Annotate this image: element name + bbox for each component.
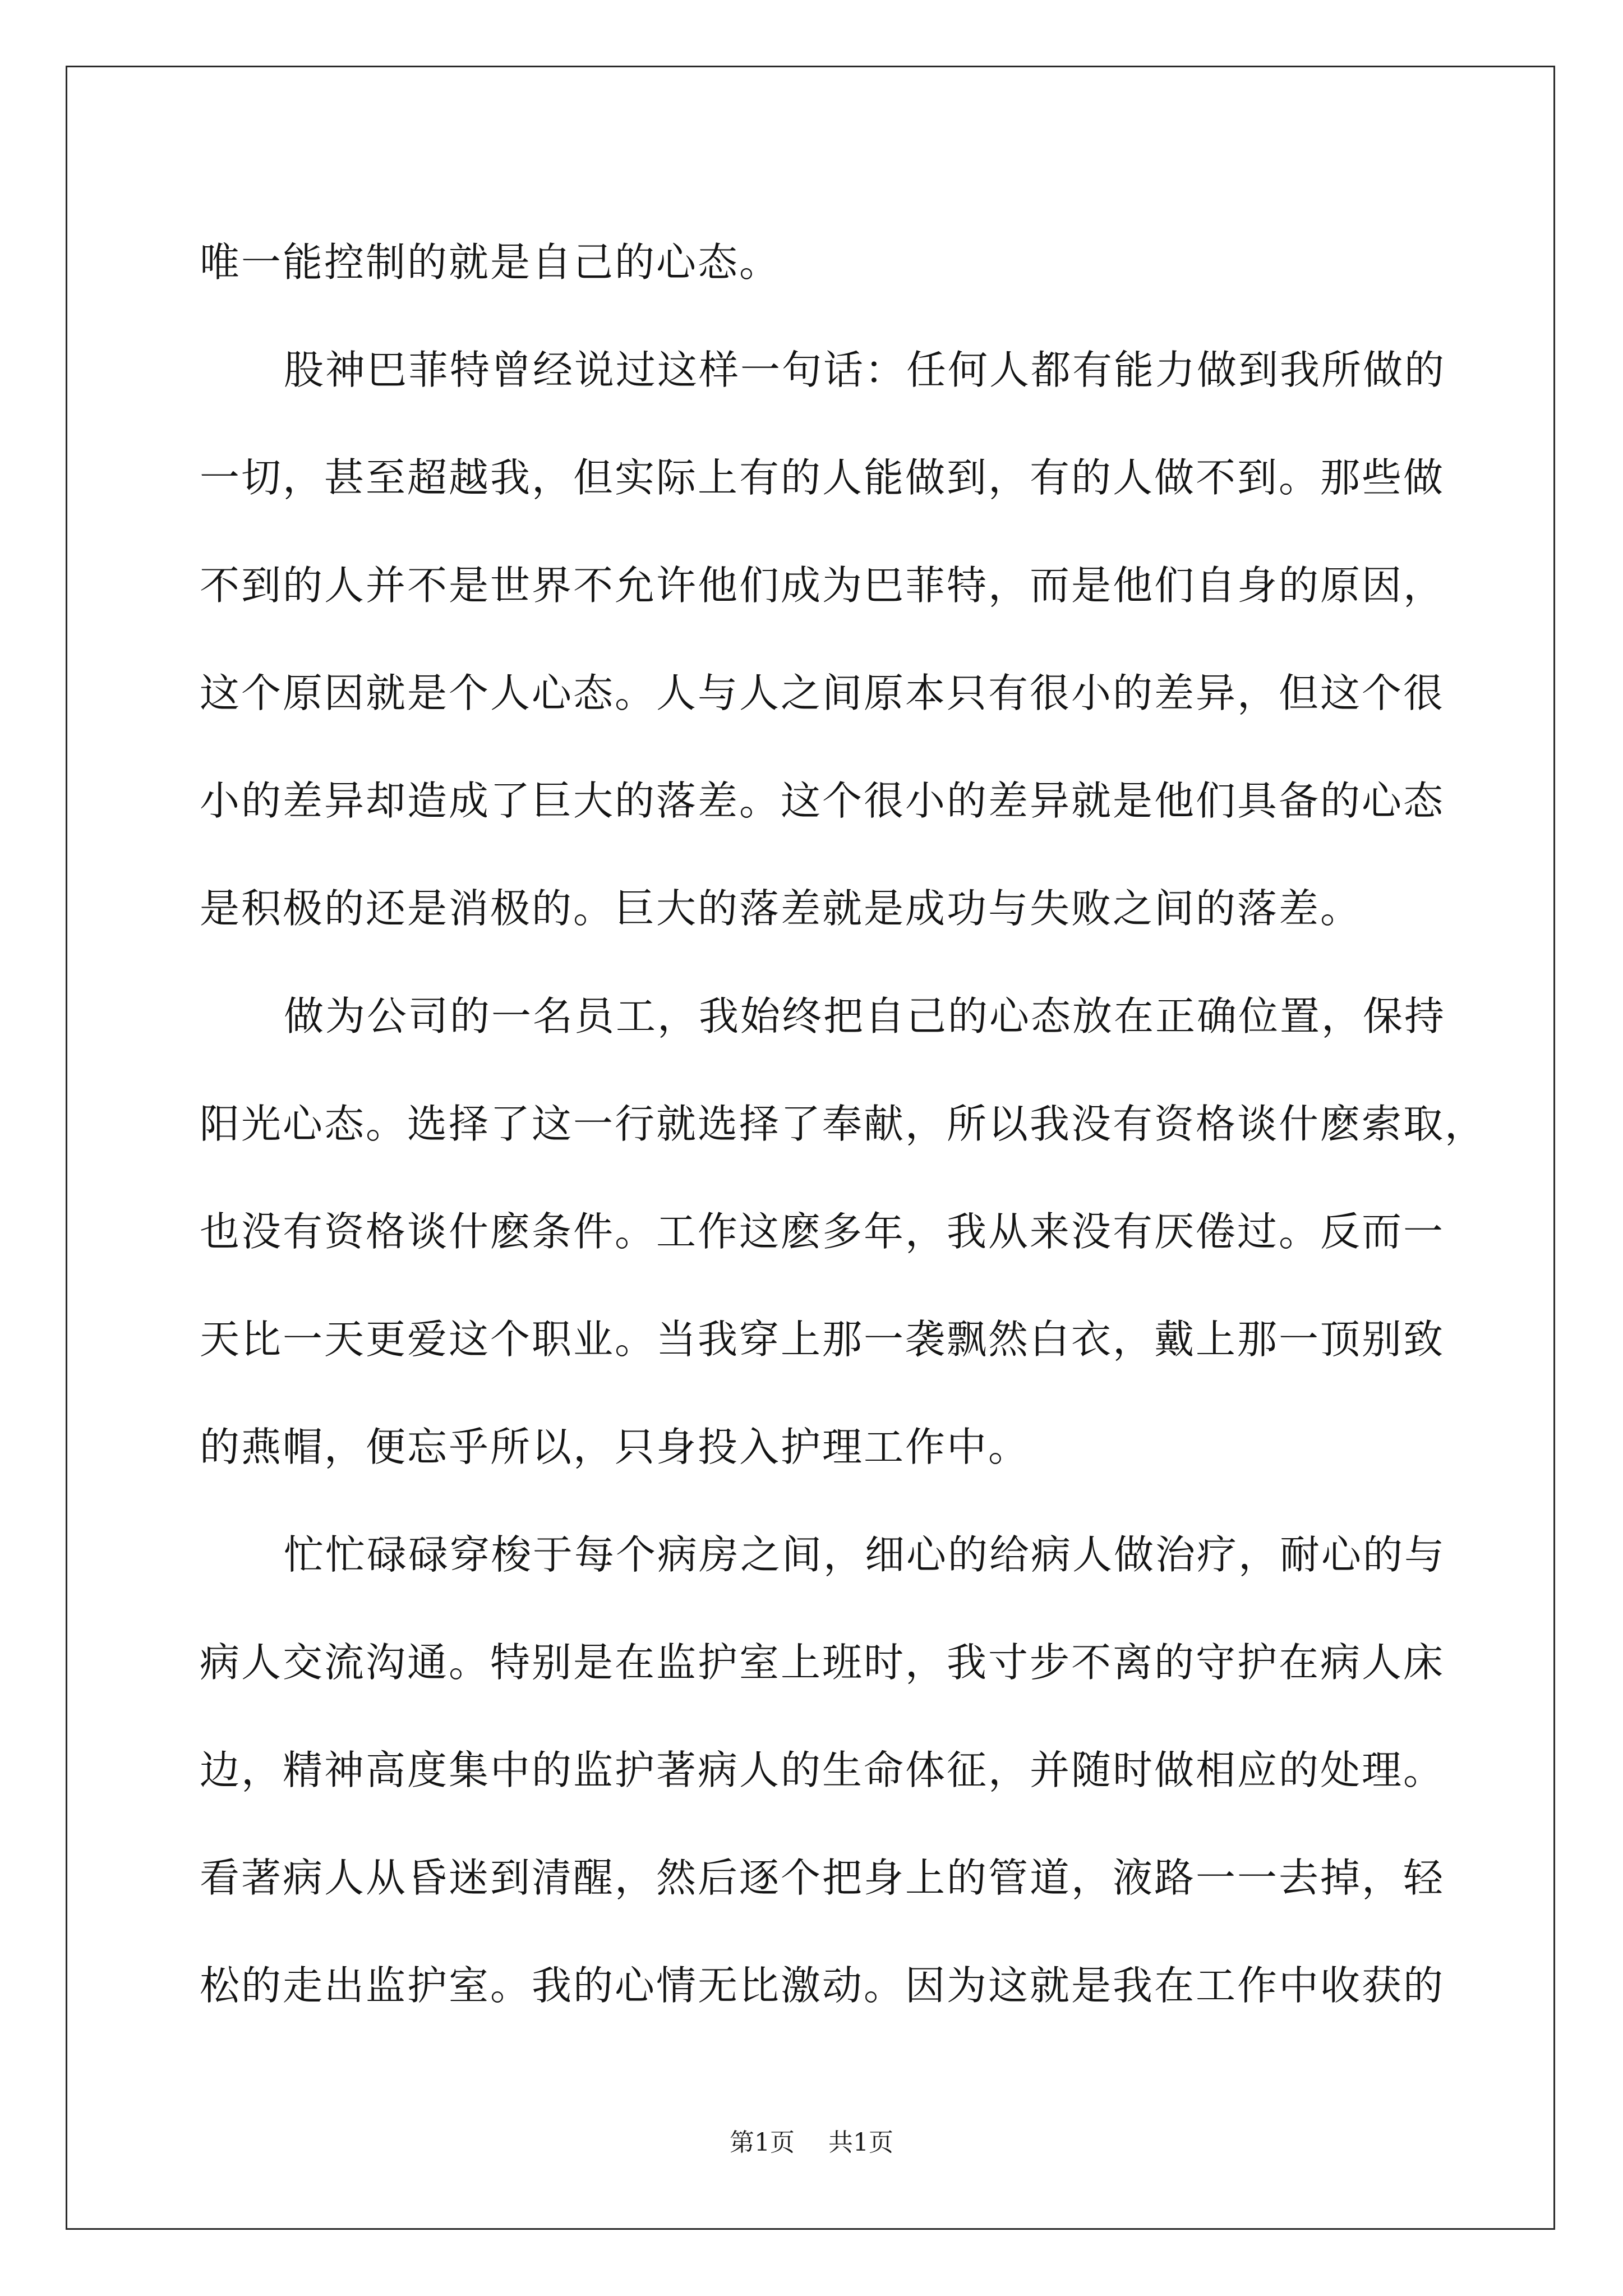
- document-body: [200, 209, 1487, 2040]
- text-line: 阳光心态。选择了这一行就选择了奉献，所以我没有资格谈什麽索取，: [200, 1101, 1487, 1147]
- page-footer: [0, 2126, 1623, 2160]
- text-line: 做为公司的一名员工，我始终把自己的心态放在正确位置，保持: [284, 993, 1446, 1039]
- text-line: 是积极的还是消极的。巨大的落差就是成功与失败之间的落差。: [200, 885, 1362, 932]
- text-line: 一切，甚至超越我，但实际上有的人能做到，有的人做不到。那些做: [200, 454, 1445, 501]
- text-line: 股神巴菲特曾经说过这样一句话：任何人都有能力做到我所做的: [284, 347, 1446, 393]
- text-line: 不到的人并不是世界不允许他们成为巴菲特，而是他们自身的原因，: [200, 562, 1445, 609]
- page-number-current: 第1页: [730, 2128, 795, 2157]
- text-line: 唯一能控制的就是自己的心态。: [200, 239, 781, 286]
- text-line: 天比一天更爱这个职业。当我穿上那一袭飘然白衣，戴上那一顶别致: [200, 1316, 1445, 1363]
- text-line: 看著病人从昏迷到清醒，然后逐个把身上的管道，液路一一去掉，轻: [200, 1855, 1445, 1901]
- page-number-total: 共1页: [828, 2128, 893, 2157]
- text-line: 这个原因就是个人心态。人与人之间原本只有很小的差异，但这个很: [200, 670, 1445, 716]
- text-line: 忙忙碌碌穿梭于每个病房之间，细心的给病人做治疗，耐心的与: [284, 1531, 1446, 1578]
- text-line: 松的走出监护室。我的心情无比激动。因为这就是我在工作中收获的: [200, 1962, 1445, 2009]
- text-line: 的燕帽，便忘乎所以，只身投入护理工作中。: [200, 1424, 1030, 1470]
- text-line: 边，精神高度集中的监护著病人的生命体征，并随时做相应的处理。: [200, 1747, 1445, 1793]
- text-line: 病人交流沟通。特别是在监护室上班时，我寸步不离的守护在病人床: [200, 1639, 1445, 1686]
- text-line: 也没有资格谈什麽条件。工作这麽多年，我从来没有厌倦过。反而一: [200, 1208, 1445, 1255]
- text-line: 小的差异却造成了巨大的落差。这个很小的差异就是他们具备的心态: [200, 777, 1445, 824]
